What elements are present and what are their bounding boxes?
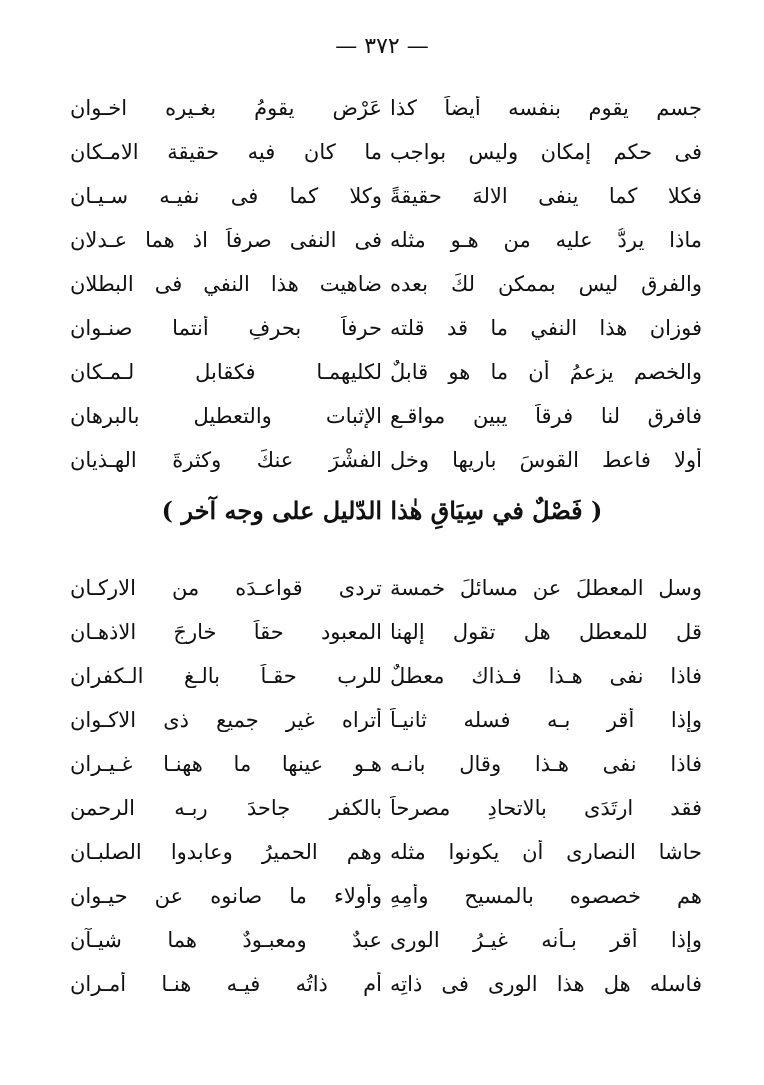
- verse-second-hemistich: وكلا كما فى نفيـه سـيـان: [70, 184, 382, 208]
- section-heading: ( فَصْلٌ في سِيَاقِ هٰذا الدّليل على وجه آخر ): [161, 496, 603, 525]
- verse-second-hemistich: حرفاً بحرفٍ أَنتما صنـوان: [70, 316, 382, 340]
- verse-line: [70, 350, 702, 394]
- verse-second-hemistich: بالكفر جاحدَ ربـه الرحمن: [70, 796, 382, 820]
- verse-first-hemistich: فكلا كما ينفى الالهَ حقيقةً: [390, 184, 702, 208]
- verse-first-hemistich: فاذا نفى هـذا فـذاك معطلٌ: [390, 664, 702, 688]
- verse-first-hemistich: فقد ارتَدَى بالاتحادِ مصرحاً: [390, 796, 702, 820]
- verse-second-hemistich: أَم ذاتُه فيـه هنـا أَمـران: [70, 972, 382, 996]
- verse-first-hemistich: ماذا يردُّ عليه من هـو مثله: [390, 228, 702, 252]
- verse-second-hemistich: هـو عينها ما ههنـا غـيـران: [70, 752, 382, 776]
- verse-line: [70, 610, 702, 654]
- verse-line: [70, 830, 702, 874]
- verse-second-hemistich: المعبود حقاً خارجَ الاذهـان: [70, 620, 382, 644]
- verse-first-hemistich: فاسله هل هذا الورى فى ذاتِه: [390, 972, 702, 996]
- verse-second-hemistich: الإثبات والتعطيل بالبرهان: [70, 404, 382, 428]
- verse-second-hemistich: تردى قواعـدَه من الاركـان: [70, 576, 382, 600]
- verse-first-hemistich: وسل المعطلَ عن مسائلَ خمسة: [390, 576, 702, 600]
- verse-line: [70, 654, 702, 698]
- verse-second-hemistich: الفشْرَ عنكَ وكثرةَ الهـذيان: [70, 448, 382, 472]
- verse-second-hemistich: للرب حقـاً بالـغ الـكفران: [70, 664, 382, 688]
- verse-first-hemistich: أَولا فاعط القوسَ باريها وخل: [390, 448, 702, 472]
- verse-first-hemistich: حاشا النصارى أَن يكونوا مثله: [390, 840, 702, 864]
- verse-line: [70, 86, 702, 130]
- verse-second-hemistich: لكليهمـا فكقابل لـمـكان: [70, 360, 382, 384]
- verse-first-hemistich: فى حكم إمكان وليس بواجب: [390, 140, 702, 164]
- poem-stanza-1: [70, 86, 702, 482]
- verse-line: [70, 786, 702, 830]
- verse-first-hemistich: فافرق لنا فرقاً يبين مواقـع: [390, 404, 702, 428]
- verse-first-hemistich: والفرق ليس بممكنٍ لكَ بعده: [390, 272, 702, 296]
- verse-first-hemistich: والخصم يزعمُ أَن ما هو قابلٌ: [390, 360, 702, 384]
- verse-line: [70, 962, 702, 1006]
- verse-line: [70, 918, 702, 962]
- verse-second-hemistich: ضاهيت هذا النفي فى البطلان: [70, 272, 382, 296]
- verse-line: [70, 218, 702, 262]
- verse-first-hemistich: فوزان هذا النفي ما قد قلته: [390, 316, 702, 340]
- page-number: — ٣٧٢ —: [335, 34, 429, 59]
- verse-first-hemistich: وإذا أَقر بـأَنه غيـرُ الورى: [390, 928, 702, 952]
- verse-line: [70, 874, 702, 918]
- verse-line: [70, 262, 702, 306]
- verse-first-hemistich: قل للمعطلِ هل تقول إلهنا: [390, 620, 702, 644]
- verse-second-hemistich: فى النفى صرفاً اذ هما عـدلان: [70, 228, 382, 252]
- verse-second-hemistich: وأَولاء ما صانوه عن حيـوان: [70, 884, 382, 908]
- verse-first-hemistich: جسم يقوم بنفسه أَيضاً كذا: [390, 96, 702, 120]
- poem-stanza-2: [70, 566, 702, 1006]
- verse-line: [70, 742, 702, 786]
- verse-line: [70, 130, 702, 174]
- verse-first-hemistich: فاذا نفى هـذا وقال بانـه: [390, 752, 702, 776]
- verse-second-hemistich: عَرْض يقومُ بغـيره اخـوان: [70, 96, 382, 120]
- verse-line: [70, 394, 702, 438]
- verse-line: [70, 438, 702, 482]
- verse-line: [70, 306, 702, 350]
- verse-line: [70, 174, 702, 218]
- verse-second-hemistich: أَتراه غير جميع ذى الاكـوان: [70, 708, 382, 732]
- verse-first-hemistich: وإذا أَقر بـه فسله ثانيـاً: [390, 708, 702, 732]
- verse-first-hemistich: هم خصصوه بالمسيح وأُمِهِ: [390, 884, 702, 908]
- verse-second-hemistich: ما كان فيه حقيقة الامـكان: [70, 140, 382, 164]
- verse-line: [70, 698, 702, 742]
- verse-line: [70, 566, 702, 610]
- verse-second-hemistich: عبدٌ ومعبـودٌ هما شيـآن: [70, 928, 382, 952]
- verse-second-hemistich: وهم الحميرُ وعابدوا الصلبـان: [70, 840, 382, 864]
